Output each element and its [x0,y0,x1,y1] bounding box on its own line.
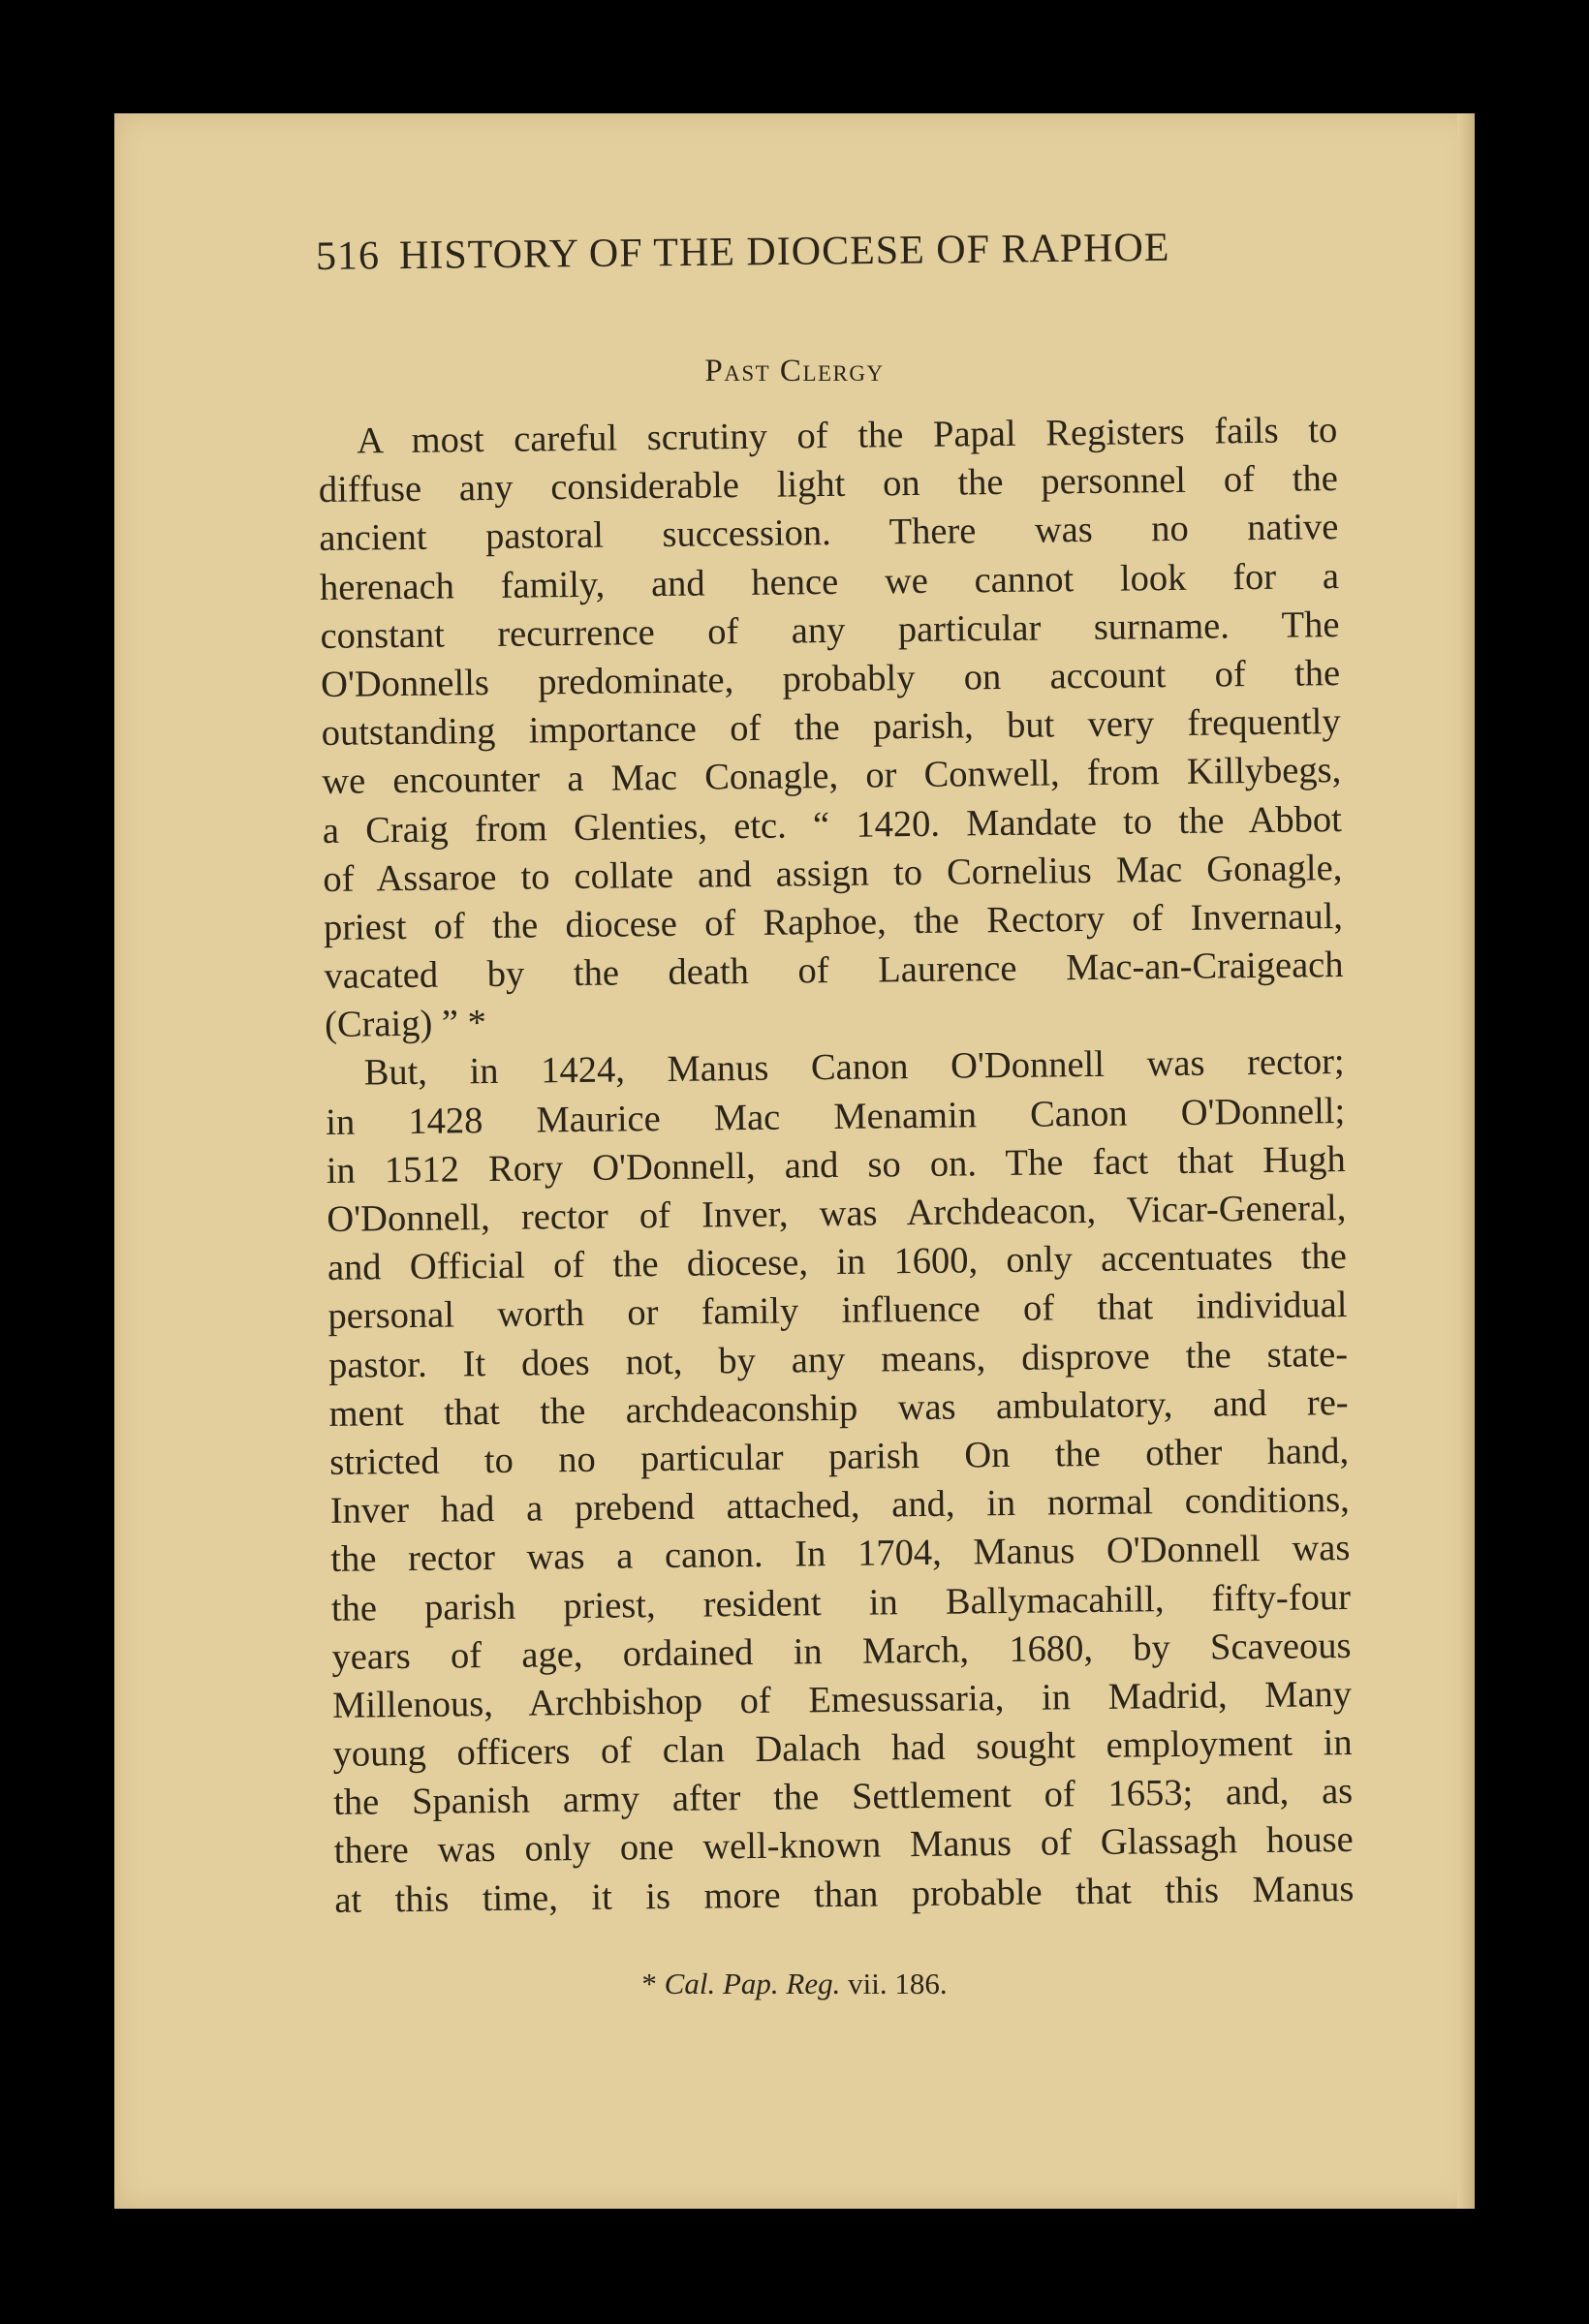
text-line: priest of the diocese of Raphoe, the Rectory of Invernaul, [323,895,1344,948]
book-page [114,113,1475,2209]
text-line: of Assaroe to collate and assign to Cornelius Mac Gonagle, [323,847,1343,900]
text-line: But, in 1424, Manus Canon O'Donnell was rector; [363,1041,1345,1094]
footnote-citation: Cal. Pap. Reg. [664,1967,841,2000]
text-line: and Official of the diocese, in 1600, only accentuates the [327,1236,1348,1289]
text-line: pastor. It does not, by any means, disprove the state- [327,1333,1349,1386]
footnote [114,1967,1475,2001]
text-line: (Craig) ” * [324,1003,487,1046]
footnote-marker: * [641,1967,657,2000]
text-line: the Spanish army after the Settlement of 1653; and, as [332,1771,1354,1824]
text-line: O'Donnell, rector of Inver, was Archdeacon, Vicar-General, [327,1188,1347,1240]
text-line: the parish priest, resident in Ballymacahill, fifty-four [330,1576,1352,1629]
text-line: years of age, ordained in March, 1680, by Scaveous [331,1625,1352,1678]
text-line: personal worth or family influence of that individual [327,1285,1348,1338]
text-line: diffuse any considerable light on the personnel of the [318,458,1339,511]
text-line: ancient pastoral succession. There was no native [319,507,1339,560]
text-line: constant recurrence of any particular surname. The [320,604,1340,657]
running-title: HISTORY OF THE DIOCESE OF RAPHOE [398,225,1170,279]
text-line: vacated by the death of Laurence Mac-an-Craigeach [324,945,1344,998]
text-line: a Craig from Glenties, etc. “ 1420. Mandate to the Abbot [322,798,1343,852]
text-line: the rector was a canon. In 1704, Manus O'Donnell was [330,1528,1351,1581]
text-line: we encounter a Mac Conagle, or Conwell, from Killybegs, [322,750,1342,803]
text-line: stricted to no particular parish On the other hand, [329,1430,1350,1483]
footnote-reference: vii. 186. [848,1967,948,2000]
running-head [316,222,1411,280]
text-line: Millenous, Archbishop of Emesussaria, in Madrid, Many [331,1673,1353,1726]
text-line: in 1428 Maurice Mac Menamin Canon O'Donnell; [326,1090,1346,1143]
text-line: A most careful scrutiny of the Papal Registers fails to [357,410,1338,462]
text-line: in 1512 Rory O'Donnell, and so on. The fact that Hugh [326,1138,1346,1192]
text-line: ment that the archdeaconship was ambulatory, and re- [328,1381,1349,1435]
text-line: at this time, it is more than probable that this Manus [334,1868,1355,1921]
text-line: there was only one well-known Manus of Glassagh house [333,1819,1354,1873]
body-text [318,406,1355,1925]
text-line: young officers of clan Dalach had sought employment in [332,1722,1353,1775]
page-edge [1457,113,1475,2209]
text-line: O'Donnells predominate, probably on account of the [320,652,1341,705]
text-line: Inver had a prebend attached, and, in normal conditions, [329,1479,1350,1533]
page-number: 516 [315,233,381,279]
text-line: herenach family, and hence we cannot look for a [319,555,1340,608]
text-line: outstanding importance of the parish, but very frequently [321,701,1341,755]
section-title: Past Clergy [704,354,885,388]
